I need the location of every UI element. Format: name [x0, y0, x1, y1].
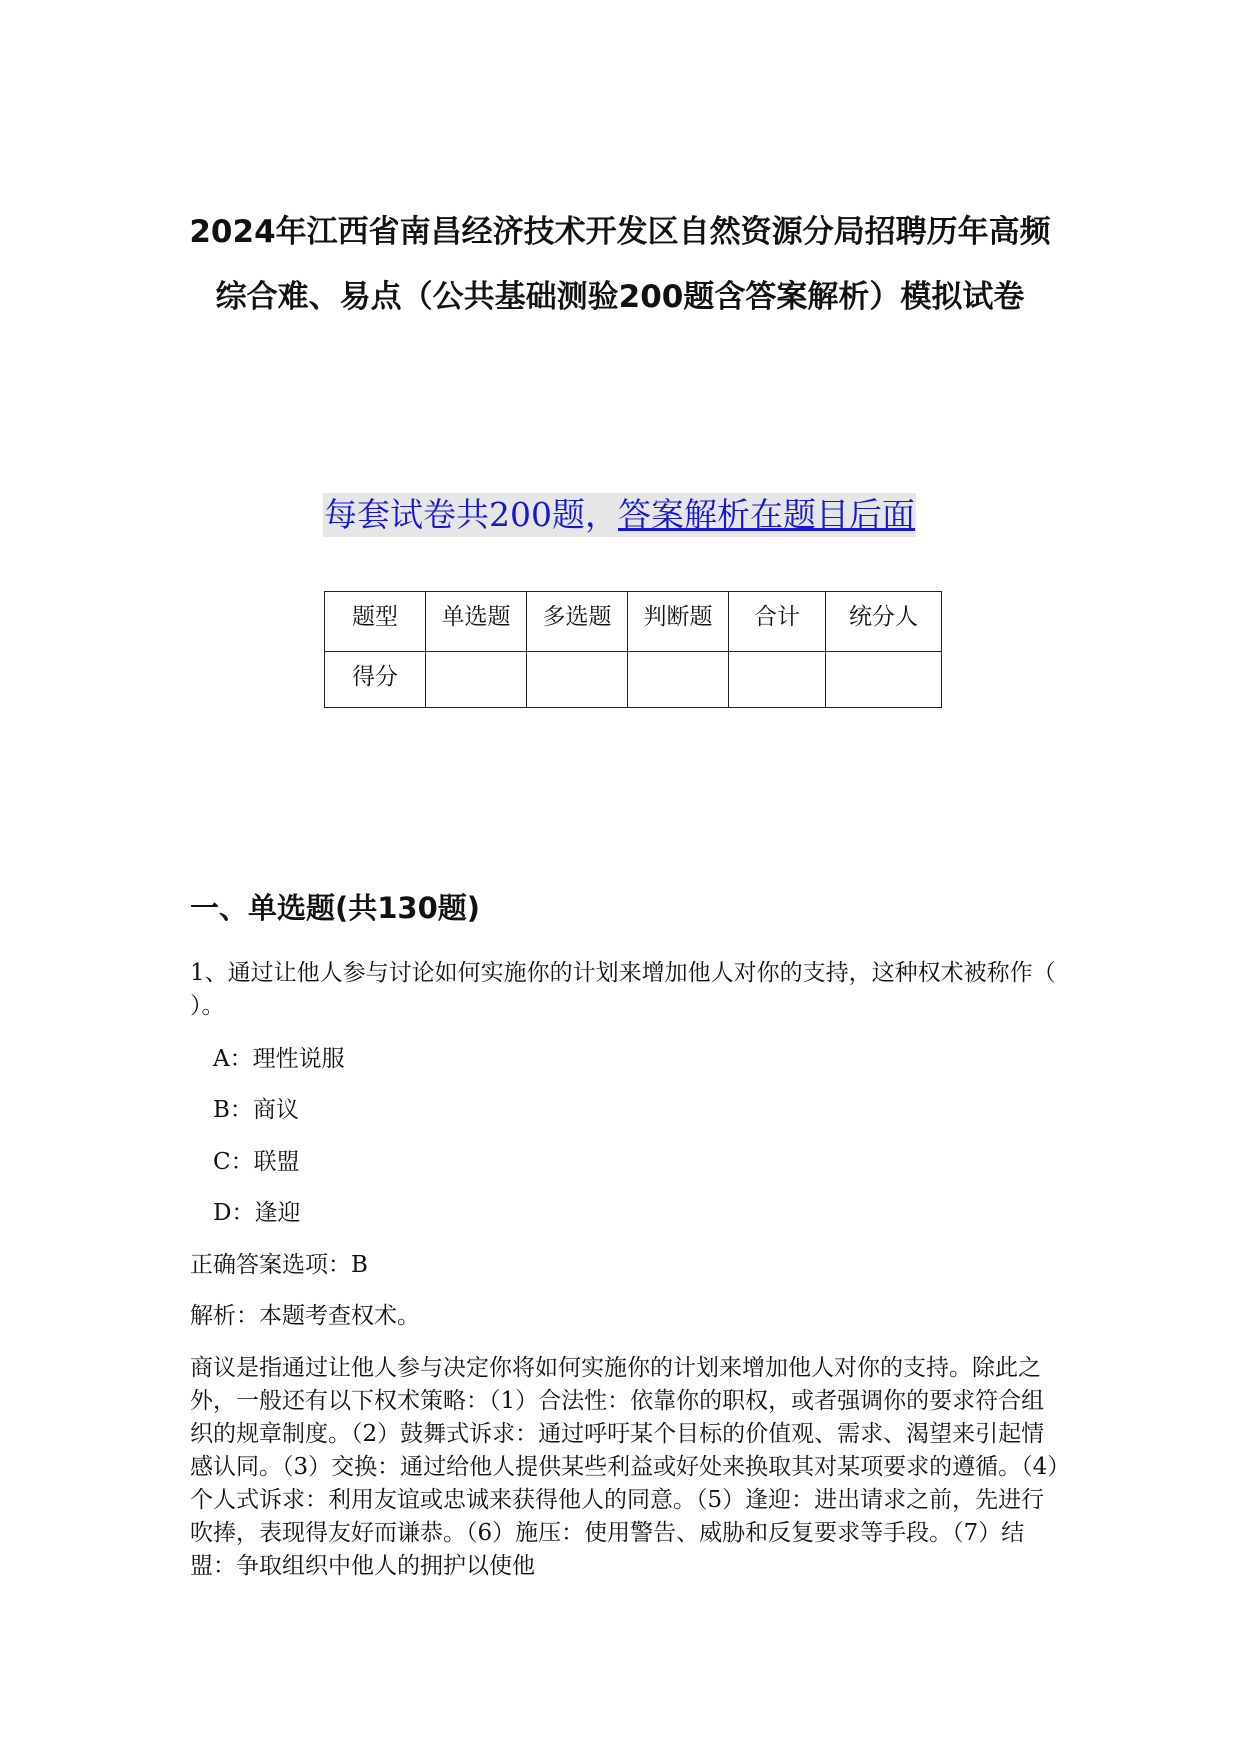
score-table [324, 591, 942, 708]
document-title: 2024年江西省南昌经济技术开发区自然资源分局招聘历年高频综合难、易点（公共基础测验200题含答案解析）模拟试卷 [189, 214, 1051, 315]
section-heading: 一、单选题(共130题) [190, 891, 481, 925]
option-c [213, 1146, 300, 1179]
info-banner [323, 493, 916, 537]
header-cell-scorer: 统分人 [826, 592, 942, 652]
score-table-score-row [325, 652, 942, 708]
score-cell-single [426, 652, 527, 708]
header-cell-multiple: 多选题 [527, 592, 628, 652]
option-text: 理性说服 [252, 1046, 345, 1072]
score-cell-total [729, 652, 826, 708]
option-text: 商议 [252, 1097, 299, 1123]
header-cell-total: 合计 [729, 592, 826, 652]
question-text: 1、通过让他人参与讨论如何实施你的计划来增加他人对你的支持，这种权术被称作（ ）。 [190, 960, 1056, 1019]
option-d [213, 1197, 300, 1230]
option-letter: C： [213, 1149, 254, 1175]
header-cell-type: 题型 [325, 592, 426, 652]
option-letter: A： [213, 1046, 253, 1072]
row-label-score: 得分 [325, 652, 426, 708]
option-text: 逢迎 [254, 1200, 301, 1226]
score-table-header-row [325, 592, 942, 652]
option-letter: D： [213, 1200, 255, 1226]
option-letter: B： [213, 1097, 253, 1123]
banner-link[interactable]: 答案解析在题目后面 [618, 495, 915, 534]
header-cell-judgement: 判断题 [628, 592, 729, 652]
option-text: 联盟 [253, 1149, 300, 1175]
option-b [213, 1094, 299, 1127]
header-cell-single: 单选题 [426, 592, 527, 652]
analysis-heading: 解析：本题考查权术。 [190, 1303, 420, 1329]
option-a [213, 1043, 345, 1076]
score-cell-scorer [826, 652, 942, 708]
analysis-body: 商议是指通过让他人参与决定你将如何实施你的计划来增加他人对你的支持。除此之外，一般还有以下权术策略：（1）合法性：依靠你的职权，或者强调你的要求符合组织的规章制度。（2）鼓舞式诉求：通过呼吁某个目标的价值观、需求、渴望来引起情感认同。（3）交换：通过给他人提供某些利益或好处来换取其对某项要求的遵循。（4）个人式诉求：利用友谊或忠诚来获得他人的同意。（5）逢迎：进出请求之前，先进行吹捧，表现得友好而谦恭。（6）施压：使用警告、威胁和反复要求等手段。（7）结盟：争取组织中他人的拥护以使他 [190, 1355, 1059, 1579]
score-cell-judgement [628, 652, 729, 708]
score-cell-multiple [527, 652, 628, 708]
banner-text: 每套试卷共200题， [324, 495, 618, 534]
correct-answer: 正确答案选项：B [190, 1252, 368, 1278]
